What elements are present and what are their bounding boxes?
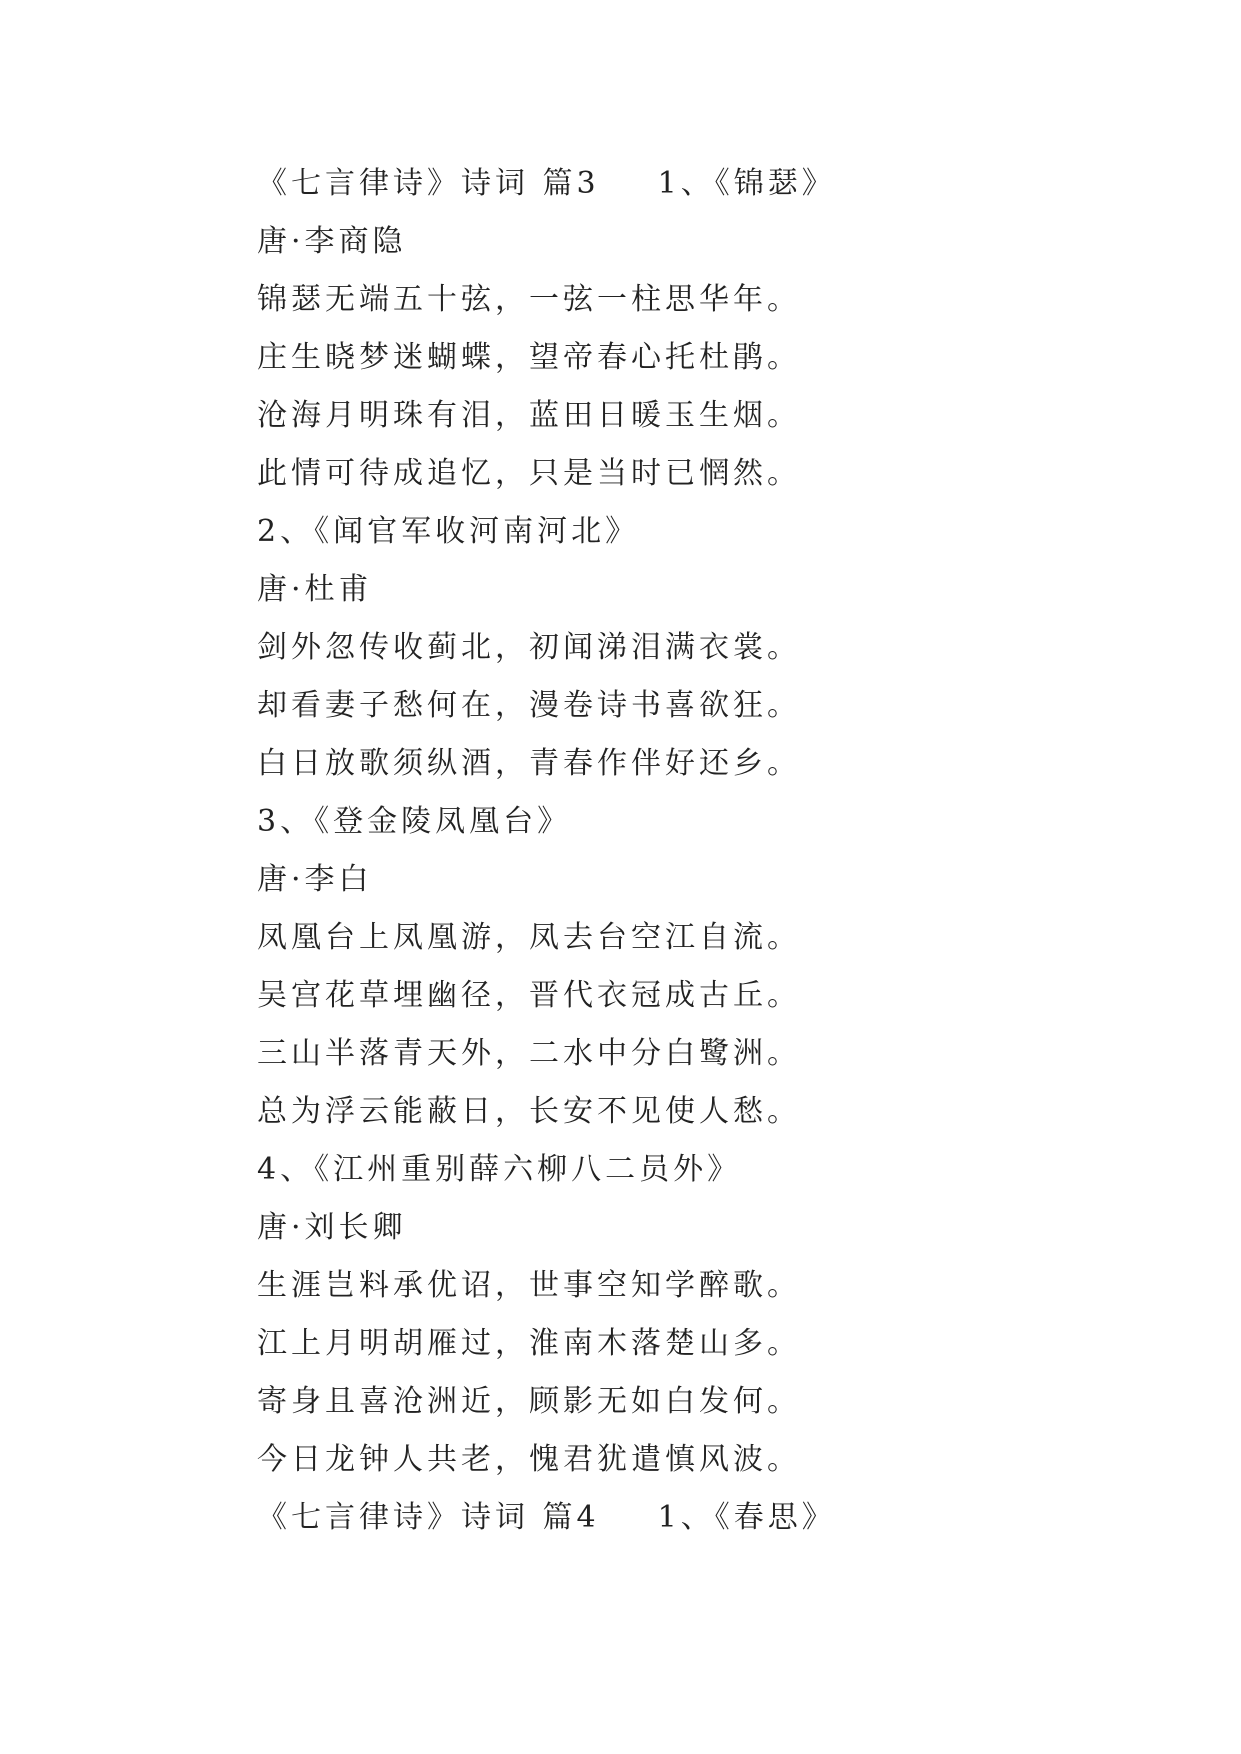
poem-author: 唐·李白 — [257, 862, 373, 897]
poem-author: 唐·杜甫 — [257, 572, 373, 607]
poem-line: 庄生晓梦迷蝴蝶，望帝春心托杜鹃。 — [257, 340, 801, 375]
poem-line: 寄身且喜沧洲近，顾影无如白发何。 — [257, 1384, 801, 1419]
poem-line: 却看妻子愁何在，漫卷诗书喜欲狂。 — [257, 688, 801, 723]
poem-line: 凤凰台上凤凰游，凤去台空江自流。 — [257, 920, 801, 955]
poem-line: 生涯岂料承优诏，世事空知学醉歌。 — [257, 1268, 801, 1303]
poem-line: 此情可待成追忆，只是当时已惘然。 — [257, 456, 801, 491]
poem-line: 沧海月明珠有泪，蓝田日暖玉生烟。 — [257, 398, 801, 433]
poem-line: 锦瑟无端五十弦，一弦一柱思华年。 — [257, 282, 801, 317]
poem-line: 剑外忽传收蓟北，初闻涕泪满衣裳。 — [257, 630, 801, 665]
poem-title: 4、《江州重别薛六柳八二员外》 — [257, 1152, 742, 1187]
poem-author: 唐·刘长卿 — [257, 1210, 407, 1245]
document-body — [257, 155, 957, 1547]
poem-line: 总为浮云能蔽日，长安不见使人愁。 — [257, 1094, 801, 1129]
poem-author: 唐·李商隐 — [257, 224, 407, 259]
section-title: 《七言律诗》诗词 篇3 — [257, 166, 600, 201]
poem-title: 1、《锦瑟》 — [657, 166, 836, 201]
poem-line: 白日放歌须纵酒，青春作伴好还乡。 — [257, 746, 801, 781]
section-title: 《七言律诗》诗词 篇4 — [257, 1500, 600, 1535]
poem-line: 吴宫花草埋幽径，晋代衣冠成古丘。 — [257, 978, 801, 1013]
poem-title: 3、《登金陵凤凰台》 — [257, 804, 572, 839]
poem-line: 三山半落青天外，二水中分白鹭洲。 — [257, 1036, 801, 1071]
poem-line: 江上月明胡雁过，淮南木落楚山多。 — [257, 1326, 801, 1361]
section-heading-3 — [257, 155, 957, 213]
section-heading-4 — [257, 1489, 957, 1547]
poem-line: 今日龙钟人共老，愧君犹遣慎风波。 — [257, 1442, 801, 1477]
poem-title: 1、《春思》 — [657, 1500, 836, 1535]
poem-title: 2、《闻官军收河南河北》 — [257, 514, 640, 549]
